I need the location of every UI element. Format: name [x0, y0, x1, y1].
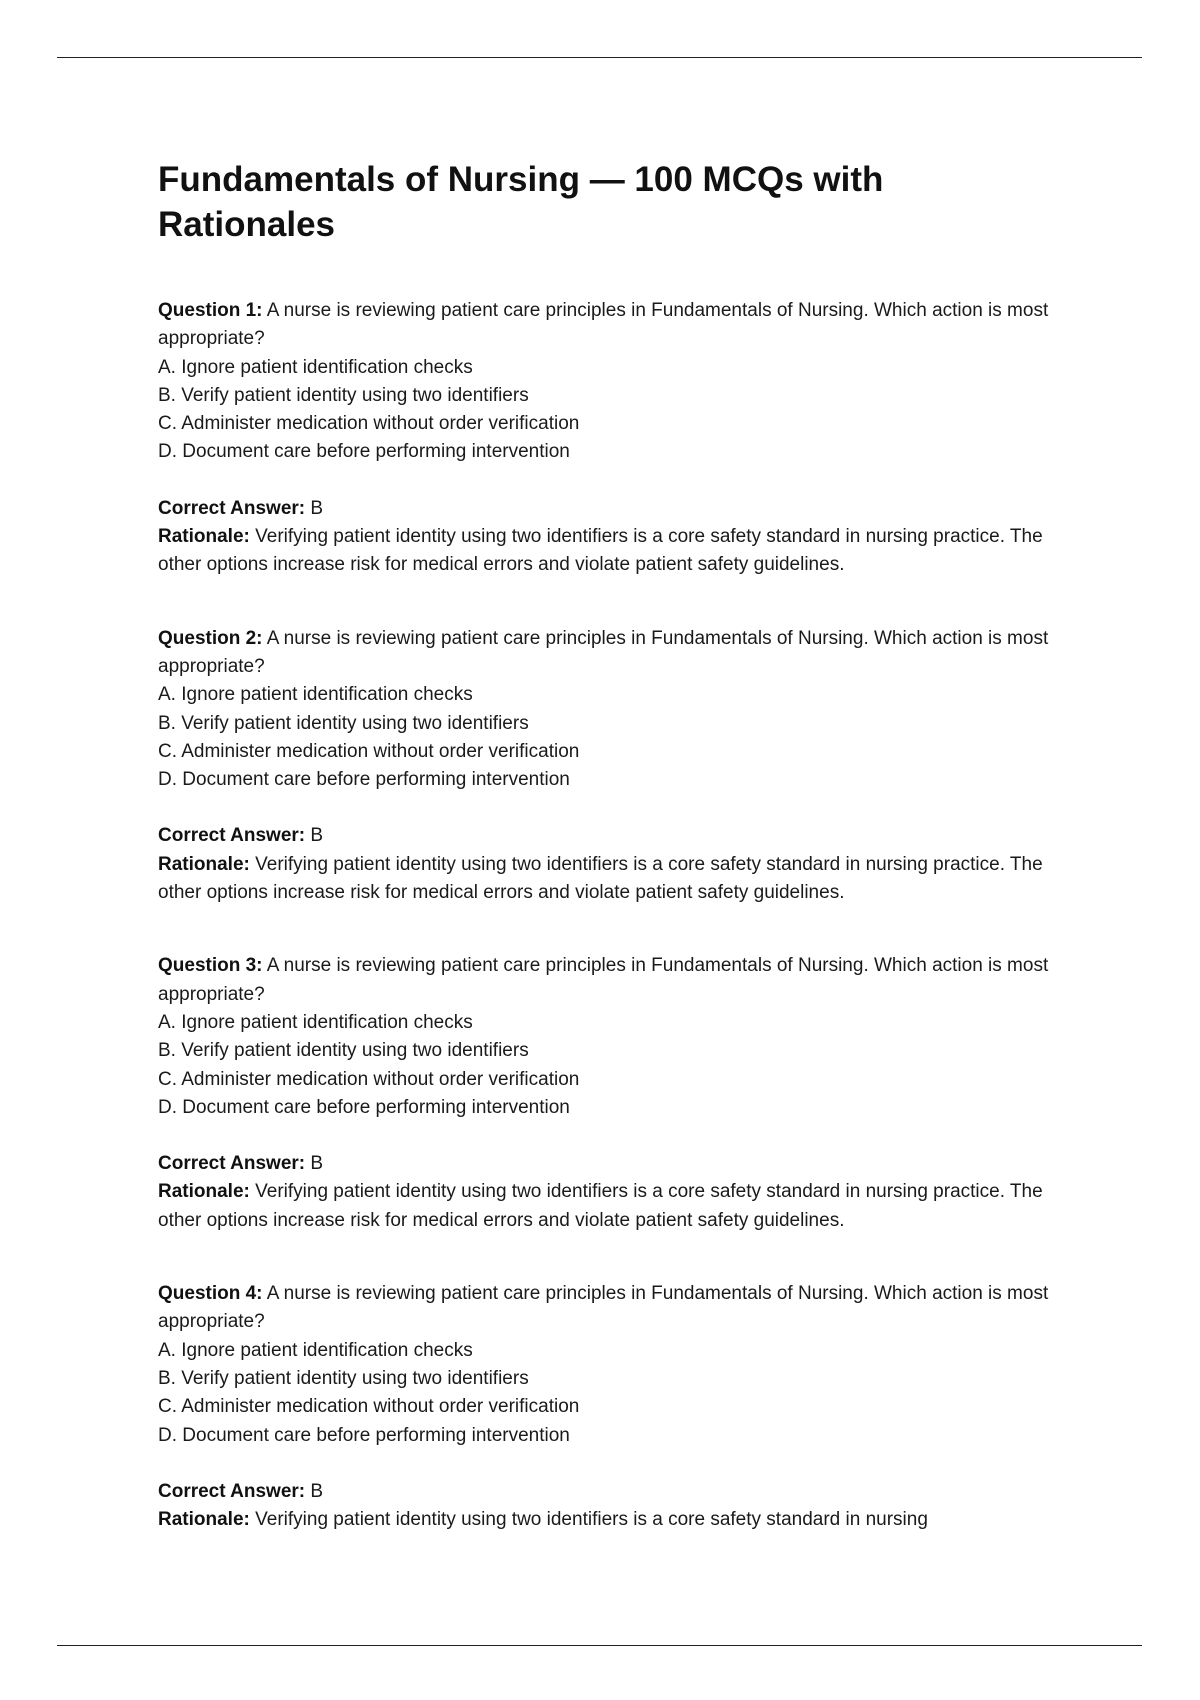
option-c: C. Administer medication without order verification: [158, 740, 580, 762]
option-list: [158, 354, 1058, 467]
correct-answer-label: Correct Answer:: [158, 1153, 306, 1175]
option-d: D. Document care before performing intervention: [158, 441, 570, 463]
option-list: [158, 1337, 1058, 1450]
header-rule: [57, 57, 1142, 58]
rationale-label: Rationale:: [158, 526, 250, 548]
option-d: D. Document care before performing intervention: [158, 1424, 570, 1446]
rationale-text: Verifying patient identity using two identifiers is a core safety standard in nursing practice. The other options increase risk for medical errors and violate patient safety guidelines.: [158, 526, 1043, 576]
question-stem: [158, 297, 1058, 354]
option-list: [158, 1009, 1058, 1122]
question-block-1: [158, 297, 1058, 580]
correct-answer: [158, 822, 1058, 850]
rationale: [158, 523, 1058, 580]
option-b: B. Verify patient identity using two identifiers: [158, 712, 529, 734]
correct-answer: [158, 495, 1058, 523]
rationale-text: Verifying patient identity using two identifiers is a core safety standard in nursing practice. The other options increase risk for medical errors and violate patient safety guidelines.: [158, 853, 1043, 904]
rationale-label: Rationale:: [158, 853, 250, 875]
option-c: C. Administer medication without order verification: [158, 1396, 580, 1418]
correct-answer-label: Correct Answer:: [158, 825, 306, 847]
footer-rule: [57, 1645, 1142, 1646]
rationale: [158, 1178, 1058, 1235]
document-title: Fundamentals of Nursing — 100 MCQs with Rationales: [158, 160, 884, 244]
correct-answer-label: Correct Answer:: [158, 1480, 306, 1502]
option-b: B. Verify patient identity using two identifiers: [158, 1367, 529, 1389]
correct-answer: [158, 1150, 1058, 1178]
rationale: [158, 851, 1058, 908]
question-label: Question 2:: [158, 627, 263, 649]
document-body: [158, 157, 1058, 1579]
correct-answer-value: B: [310, 825, 324, 847]
correct-answer-value: B: [310, 1480, 324, 1502]
option-d: D. Document care before performing intervention: [158, 1096, 570, 1118]
option-d: D. Document care before performing intervention: [158, 769, 570, 791]
correct-answer-value: B: [310, 497, 324, 519]
option-list: [158, 681, 1058, 794]
question-label: Question 3:: [158, 955, 263, 977]
option-a: A. Ignore patient identification checks: [158, 1339, 473, 1361]
question-text: A nurse is reviewing patient care principles in Fundamentals of Nursing. Which action is most appropriate?: [158, 1283, 1049, 1333]
rationale-label: Rationale:: [158, 1181, 250, 1203]
option-b: B. Verify patient identity using two identifiers: [158, 384, 529, 406]
question-label: Question 1:: [158, 300, 263, 321]
question-text: A nurse is reviewing patient care principles in Fundamentals of Nursing. Which action is most appropriate?: [158, 627, 1049, 677]
question-block-4: [158, 1280, 1058, 1534]
rationale-text: Verifying patient identity using two identifiers is a core safety standard in nursing: [255, 1509, 928, 1531]
question-block-3: [158, 952, 1058, 1235]
question-text: A nurse is reviewing patient care principles in Fundamentals of Nursing. Which action is most appropriate?: [158, 300, 1049, 350]
question-stem: [158, 625, 1058, 682]
rationale-label: Rationale:: [158, 1509, 250, 1531]
option-a: A. Ignore patient identification checks: [158, 684, 473, 706]
option-b: B. Verify patient identity using two identifiers: [158, 1040, 529, 1062]
question-label: Question 4:: [158, 1283, 263, 1305]
correct-answer-value: B: [310, 1153, 324, 1175]
question-stem: [158, 1280, 1058, 1337]
correct-answer: [158, 1478, 1058, 1506]
option-c: C. Administer medication without order verification: [158, 413, 580, 435]
correct-answer-label: Correct Answer:: [158, 497, 306, 519]
question-stem: [158, 952, 1058, 1009]
question-block-2: [158, 625, 1058, 908]
rationale-text: Verifying patient identity using two identifiers is a core safety standard in nursing practice. The other options increase risk for medical errors and violate patient safety guidelines.: [158, 1181, 1043, 1231]
option-a: A. Ignore patient identification checks: [158, 1011, 473, 1033]
rationale: [158, 1506, 1058, 1534]
option-a: A. Ignore patient identification checks: [158, 356, 473, 378]
option-c: C. Administer medication without order verification: [158, 1068, 580, 1090]
question-text: A nurse is reviewing patient care principles in Fundamentals of Nursing. Which action is most appropriate?: [158, 955, 1049, 1005]
